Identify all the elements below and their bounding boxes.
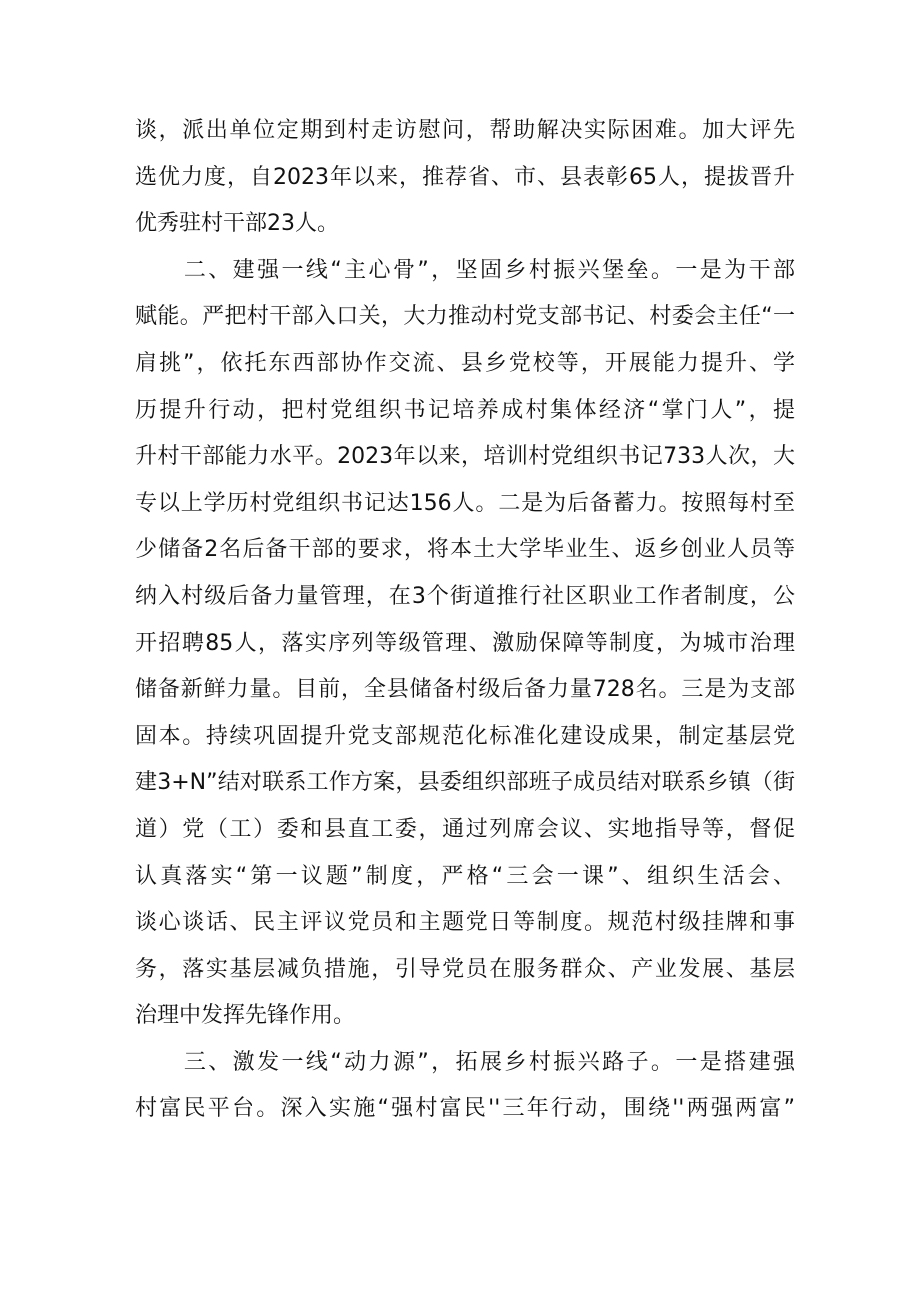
text-line: 肩挑”，依托东西部协作交流、县乡党校等，开展能力提升、学 (135, 350, 795, 376)
text-line: 历提升行动，把村党组织书记培养成村集体经济“掌门人”，提 (135, 397, 795, 423)
text-line: 选优力度，自2023年以来，推荐省、市、县表彰65人，提拔晋升 (135, 164, 795, 190)
text-line: 谈，派出单位定期到村走访慰问，帮助解决实际困难。加大评先 (135, 118, 795, 143)
text-line: 储备新鲜力量。目前，全县储备村级后备力量728名。三是为支部 (135, 677, 795, 703)
text-line: 少储备2名后备干部的要求，将本土大学毕业生、返乡创业人员等 (135, 537, 795, 563)
section-heading-line: 二、建强一线“主心骨”，坚固乡村振兴堡垒。一是为干部 (135, 257, 795, 283)
text-line: 赋能。严把村干部入口关，大力推动村党支部书记、村委会主任“一 (135, 304, 795, 330)
text-line: 治理中发挥先锋作用。 (135, 1003, 356, 1029)
text-line: 村富民平台。深入实施“强村富民''三年行动，围绕''两强两富” (135, 1096, 795, 1122)
text-line: 纳入村级后备力量管理，在3个街道推行社区职业工作者制度，公 (135, 583, 795, 609)
text-line: 固本。持续巩固提升党支部规范化标准化建设成果，制定基层党 (135, 723, 795, 749)
text-line: 建3+N”结对联系工作方案，县委组织部班子成员结对联系乡镇（街 (135, 770, 795, 796)
text-line: 务，落实基层减负措施，引导党员在服务群众、产业发展、基层 (135, 956, 795, 982)
text-line: 开招聘85人，落实序列等级管理、激励保障等制度，为城市治理 (135, 630, 795, 656)
document-body (135, 108, 795, 1133)
text-line: 升村干部能力水平。2023年以来，培训村党组织书记733人次，大 (135, 444, 795, 470)
text-line: 谈心谈话、民主评议党员和主题党日等制度。规范村级挂牌和事 (135, 910, 795, 936)
section-heading-line: 三、激发一线“动力源”，拓展乡村振兴路子。一是搭建强 (135, 1049, 795, 1075)
text-line: 优秀驻村干部23人。 (135, 211, 339, 237)
text-line: 专以上学历村党组织书记达156人。二是为后备蓄力。按照每村至 (135, 490, 795, 516)
text-line: 认真落实“第一议题”制度，严格“三会一课”、组织生活会、 (135, 863, 795, 889)
text-line: 道）党（工）委和县直工委，通过列席会议、实地指导等，督促 (135, 816, 795, 842)
